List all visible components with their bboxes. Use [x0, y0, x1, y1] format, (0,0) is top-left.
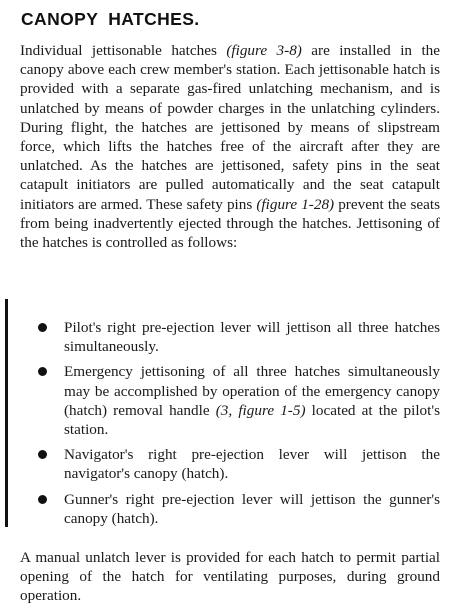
- intro-text-3: prevent the seats from being inadvertently ejected through the hatches. Jettisoning of the hatches is controlled as follows:: [20, 195, 440, 252]
- bullet-text-pilot: Pilot's right pre-ejection lever will jettison all three hatches simultaneously.: [64, 319, 440, 356]
- intro-text-1: Individual jettisonable hatches: [20, 42, 227, 59]
- bullet-text-emergency: Emergency jettisoning of all three hatches simultaneously may be accomplished by operation of the emergency canopy (hatch) removal handle: [64, 363, 440, 419]
- bullet-icon: [38, 495, 47, 504]
- bullet-text-gunner: Gunner's right pre-ejection lever will jettison the gunner's canopy (hatch).: [64, 490, 440, 527]
- closing-paragraph: A manual unlatch lever is provided for each hatch to permit partial opening of the hatch for ventilating purposes, during ground operation.: [20, 549, 440, 605]
- figure-reference-3-8: (figure 3-8): [226, 42, 302, 59]
- list-item: [0, 490, 455, 528]
- figure-reference-1-28: (figure 1-28): [256, 195, 335, 213]
- bullet-icon: [38, 450, 47, 459]
- list-item: [0, 318, 455, 356]
- section-heading: CANOPY HATCHES.: [21, 9, 200, 29]
- intro-paragraph: [20, 41, 440, 252]
- figure-reference-1-5: (3, figure 1-5): [215, 401, 306, 419]
- intro-text-2: are installed in the canopy above each crew member's station. Each jettisonable hatch is provided with a separate gas-fired unlatching mechanism, and is unlatched by means of powder charges in the unlatching cylinders. During flight, the hatches are jettisoned by means of slipstream force, which lifts the hatches free of the aircraft after they are unlatched. As the hatches are jettisoned, safety pins in the seat catapult initiators are pulled automatically and the seat catapult initiators are armed. These safety pins: [20, 42, 441, 213]
- list-item: [0, 362, 455, 439]
- bullet-icon: [38, 323, 47, 332]
- jettison-control-list: [0, 318, 455, 534]
- bullet-text-emergency-end: located at the pilot's station.: [64, 401, 441, 439]
- bullet-icon: [38, 367, 47, 376]
- bullet-text-navigator: Navigator's right pre-ejection lever will jettison the navigator's canopy (hatch).: [64, 446, 440, 483]
- list-item: [0, 445, 455, 483]
